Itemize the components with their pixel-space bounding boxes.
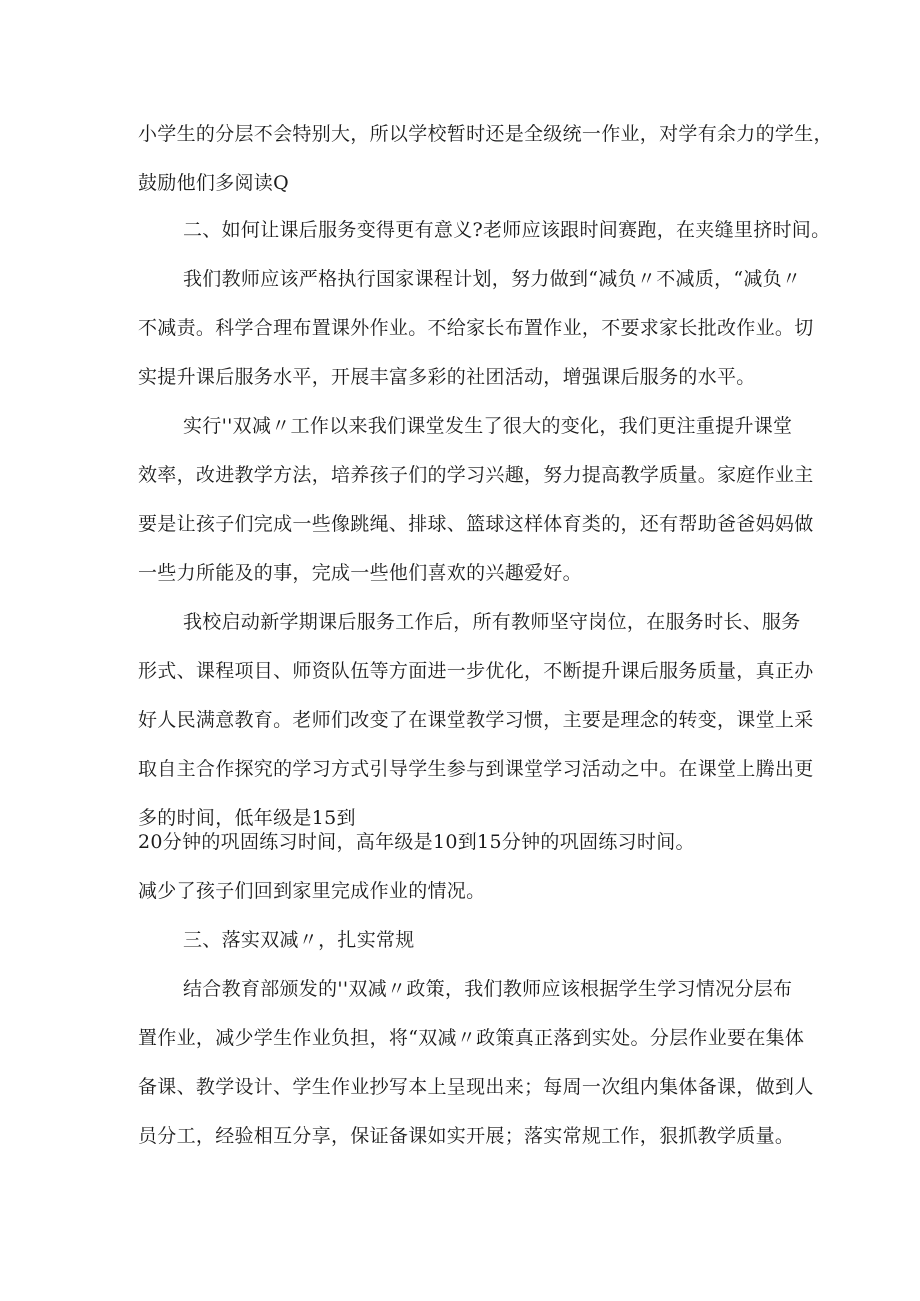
paragraph-start: 结合教育部颁发的''双减〃政策，我们教师应该根据学生学习情况分层布: [183, 978, 793, 1000]
text-line: 取自主合作探究的学习方式引导学生参与到课堂学习活动之中。在课堂上腾出更: [138, 758, 814, 780]
section-heading: 二、如何让课后服务变得更有意义?老师应该跟时间赛跑，在夹缝里挤时间。: [183, 219, 831, 241]
text-line: 形式、课程项目、师资队伍等方面进一步优化，不断提升课后服务质量，真正办: [138, 660, 814, 682]
text-line: 鼓励他们多阅读Q: [138, 172, 289, 194]
paragraph-start: 我校启动新学期课后服务工作后，所有教师坚守岗位，在服务时长、服务: [183, 611, 801, 633]
text-line: 小学生的分层不会特别大，所以学校暂时还是全级统一作业，对学有余力的学生，: [138, 123, 833, 145]
text-line: 不减责。科学合理布置课外作业。不给家长布置作业，不要求家长批改作业。切: [138, 317, 814, 339]
text-line: 20分钟的巩固练习时间，高年级是10到15分钟的巩固练习时间。: [138, 831, 695, 853]
text-line: 要是让孩子们完成一些像跳绳、排球、篮球这样体育类的，还有帮助爸爸妈妈做: [138, 513, 814, 535]
section-heading: 三、落实双减〃，扎实常规: [183, 929, 415, 951]
text-line: 好人民满意教育。老师们改变了在课堂教学习惯，主要是理念的转变，课堂上采: [138, 709, 814, 731]
text-line: 多的时间，低年级是15到: [138, 807, 356, 829]
text-line: 减少了孩子们回到家里完成作业的情况。: [138, 880, 486, 902]
text-line: 效率，改进教学方法，培养孩子们的学习兴趣，努力提高教学质量。家庭作业主: [138, 464, 814, 486]
paragraph-start: 我们教师应该严格执行国家课程计划，努力做到“减负〃不减质，“减负〃: [183, 268, 802, 290]
text-line: 员分工，经验相互分享，保证备课如实开展；落实常规工作，狠抓教学质量。: [138, 1125, 795, 1147]
text-line: 一些力所能及的事，完成一些他们喜欢的兴趣爱好。: [138, 562, 582, 584]
text-line: 备课、教学设计、学生作业抄写本上呈现出来；每周一次组内集体备课，做到人: [138, 1076, 814, 1098]
text-line: 置作业，减少学生作业负担，将“双减〃政策真正落到实处。分层作业要在集体: [138, 1027, 805, 1049]
paragraph-start: 实行''双减〃工作以来我们课堂发生了很大的变化，我们更注重提升课堂: [183, 415, 793, 437]
text-line: 实提升课后服务水平，开展丰富多彩的社团活动，增强课后服务的水平。: [138, 366, 756, 388]
